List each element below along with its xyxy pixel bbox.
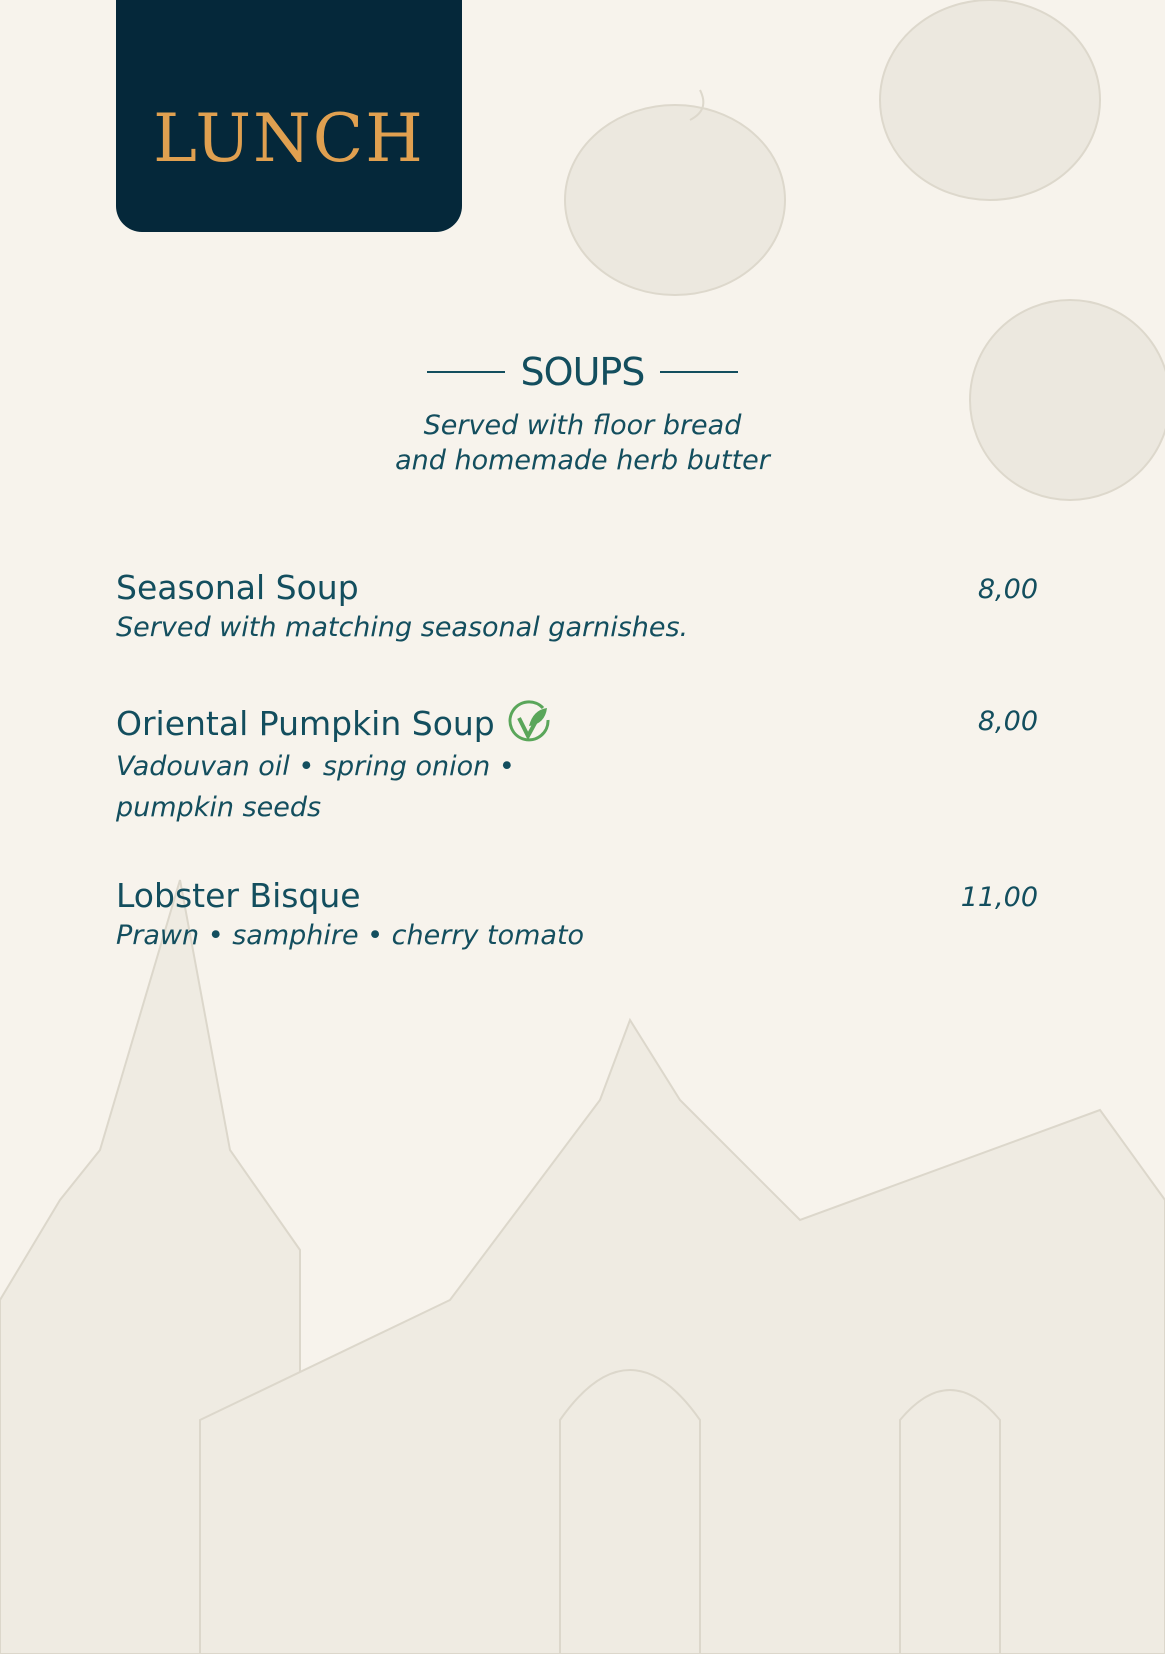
item-price: 8,00 xyxy=(977,574,1038,605)
item-price: 11,00 xyxy=(960,882,1038,913)
item-description: Served with matching seasonal garnishes. xyxy=(116,612,689,643)
menu-item xyxy=(116,568,1038,648)
cathedral-illustration xyxy=(0,880,1165,1654)
menu-item xyxy=(116,876,1038,956)
item-description: Prawn • samphire • cherry tomato xyxy=(116,920,585,951)
item-name: Oriental Pumpkin Soup xyxy=(116,703,495,743)
section-title: SOUPS xyxy=(520,350,645,394)
section-subtitle: Served with floor bread xyxy=(423,410,742,441)
section-soups xyxy=(0,350,1165,478)
divider xyxy=(660,371,738,373)
header-box xyxy=(116,0,462,232)
item-name: Seasonal Soup xyxy=(116,568,359,607)
section-subtitle: and homemade herb butter xyxy=(395,445,770,476)
menu-item xyxy=(116,700,1038,828)
page-title: LUNCH xyxy=(153,100,425,177)
vegan-icon xyxy=(507,700,553,746)
item-price: 8,00 xyxy=(977,706,1038,737)
item-name: Lobster Bisque xyxy=(116,876,361,915)
item-description: Vadouvan oil • spring onion • pumpkin seeds xyxy=(116,751,515,823)
divider xyxy=(427,371,505,373)
